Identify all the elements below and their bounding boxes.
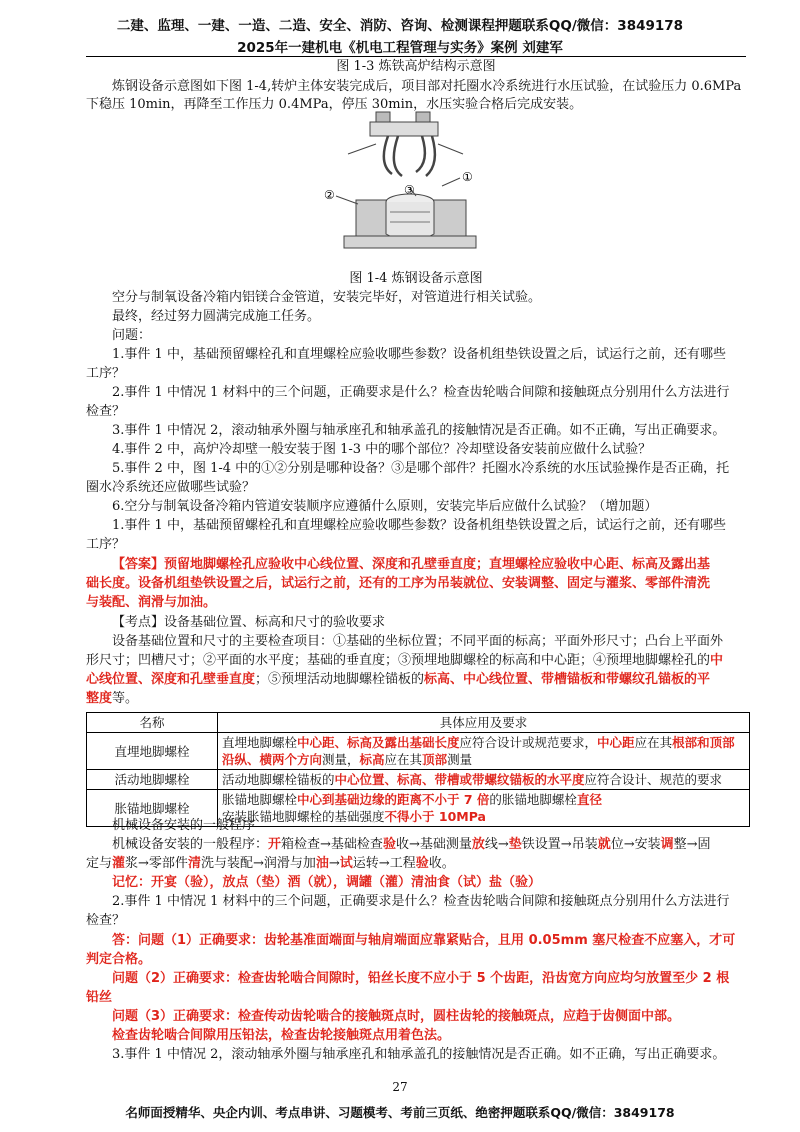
- label-circle-1: ①: [462, 170, 473, 184]
- mnemonic-line: 记忆：开宴（验），放点（垫）酒（就），调罐（灌）清油食（试）盐（验）: [112, 875, 542, 890]
- scenario-paragraph-line: 炼钢设备示意图如下图 1-4,转炉主体安装完成后，项目部对托圈水冷系统进行水压试验，在试验压力 0.6MPa: [112, 79, 742, 94]
- page-number: 27: [392, 1080, 408, 1094]
- row-requirement: 胀锚地脚螺栓中心到基础边缘的距离不小于 7 倍的胀锚地脚螺栓直径 安装胀锚地脚螺栓的基础强度不得小于 10MPa: [218, 790, 750, 827]
- converter-equipment-figure: [318, 104, 478, 264]
- answer-2-line: 问题（2）正确要求：检查齿轮啮合间隙时，铅丝长度不应小于 5 个齿距，沿齿宽方向应均匀放置至少 2 根: [112, 971, 730, 986]
- procedure-line: 机械设备安装的一般程序：开箱检查→基础检查验收→基础测量放线→垫铁设置→吊装就位→安装调整→固: [112, 837, 711, 852]
- question-1-line: 工序？: [86, 366, 126, 381]
- procedure-heading: 机械设备安装的一般程序: [112, 818, 256, 833]
- anchor-bolt-requirements-table: [86, 712, 750, 827]
- answer-2-line: 铅丝: [86, 990, 113, 1005]
- label-circle-3: ③: [404, 183, 415, 197]
- answer-2-line: 问题（3）正确要求：检查传动齿轮啮合的接触斑点时，圆柱齿轮的接触斑点，应趋于齿侧面中部。: [112, 1009, 681, 1024]
- question-1-repeat-line: 1.事件 1 中，基础预留螺栓孔和直埋螺栓应验收哪些参数？设备机组垫铁设置之后，试运行之前，还有哪些: [112, 518, 726, 533]
- questions-heading: 问题：: [112, 328, 152, 343]
- question-2-repeat-line: 检查？: [86, 913, 126, 928]
- table-row: [87, 733, 750, 770]
- answer-2-line: 判定合格。: [86, 952, 152, 967]
- question-4-line: 4.事件 2 中，高炉冷却壁一般安装于图 1-3 中的哪个部位？冷却壁设备安装前应做什么试验？: [112, 442, 652, 457]
- row-requirement: 活动地脚螺栓锚板的中心位置、标高、带槽或带螺纹锚板的水平度应符合设计、规范的要求: [218, 770, 750, 790]
- question-5-line: 5.事件 2 中，图 1-4 中的①②分别是哪种设备？③是哪个部件？托圈水冷系统的水压试验操作是否正确，托: [112, 461, 730, 476]
- row-requirement: 直埋地脚螺栓中心距、标高及露出基础长度应符合设计或规范要求，中心距应在其根部和顶部 沿纵、横两个方向测量，标高应在其顶部测量: [218, 733, 750, 770]
- document-title: 2025年一建机电《机电工程管理与实务》案例 刘建军: [237, 40, 563, 56]
- figure-1-4-caption: 图 1-4 炼钢设备示意图: [349, 271, 483, 286]
- key-point-body-line: 心线位置、深度和孔壁垂直度；⑤预埋活动地脚螺栓锚板的标高、中心线位置、带槽锚板和带螺纹孔锚板的平: [86, 672, 711, 687]
- footer-contact-line: 名师面授精华、央企内训、考点串讲、习题模考、考前三页纸、绝密押题联系QQ/微信：3849178: [125, 1105, 675, 1120]
- answer-1-line: 【答案】预留地脚螺栓孔应验收中心线位置、深度和孔壁垂直度；直埋螺栓应验收中心距、标高及露出基: [112, 557, 711, 572]
- key-point-body-line: 形尺寸；凹槽尺寸；②平面的水平度；基础的垂直度；③预埋地脚螺栓的标高和中心距；④预埋地脚螺栓孔的中: [86, 653, 724, 668]
- question-1-repeat-line: 工序？: [86, 537, 126, 552]
- table-header-requirements: 具体应用及要求: [218, 713, 750, 733]
- scenario-paragraph: 最终，经过努力圆满完成施工任务。: [112, 309, 321, 324]
- scenario-paragraph: 空分与制氧设备冷箱内铝镁合金管道，安装完毕好，对管道进行相关试验。: [112, 290, 542, 305]
- answer-2-line: 检查齿轮啮合间隙用压铅法，检查齿轮接触斑点用着色法。: [112, 1028, 451, 1043]
- question-1-line: 1.事件 1 中，基础预留螺栓孔和直埋螺栓应验收哪些参数？设备机组垫铁设置之后，试运行之前，还有哪些: [112, 347, 726, 362]
- table-header-name: 名称: [87, 713, 218, 733]
- key-point-body-line: 设备基础位置和尺寸的主要检查项目：①基础的坐标位置；不同平面的标高；平面外形尺寸；凸台上平面外: [112, 634, 724, 649]
- question-2-line: 检查？: [86, 404, 126, 419]
- question-3-line: 3.事件 1 中情况 2，滚动轴承外圈与轴承座孔和轴承盖孔的接触情况是否正确。如不正确，写出正确要求。: [112, 423, 726, 438]
- answer-1-line: 与装配、润滑与加油。: [86, 595, 217, 610]
- scenario-paragraph-line: 下稳压 10min，再降至工作压力 0.4MPa，停压 30min，水压实验合格后完成安装。: [86, 97, 583, 112]
- question-3-repeat-line: 3.事件 1 中情况 2，滚动轴承外圈与轴承座孔和轴承盖孔的接触情况是否正确。如不正确，写出正确要求。: [112, 1047, 726, 1062]
- row-name: 直埋地脚螺栓: [87, 733, 218, 770]
- question-6-line: 6.空分与制氧设备冷箱内管道安装顺序应遵循什么原则，安装完毕后应做什么试验？（增加题）: [112, 499, 658, 514]
- key-point-body-line: 整度等。: [86, 691, 139, 706]
- question-2-repeat-line: 2.事件 1 中情况 1 材料中的三个问题，正确要求是什么？检查齿轮啮合间隙和接触斑点分别用什么方法进行: [112, 894, 730, 909]
- table-header-row: [87, 713, 750, 733]
- question-5-line: 圈水冷系统还应做哪些试验？: [86, 480, 256, 495]
- key-point-heading: 【考点】设备基础位置、标高和尺寸的验收要求: [112, 615, 386, 630]
- row-name: 胀锚地脚螺栓: [87, 790, 218, 827]
- procedure-line: 定与灌浆→零部件清洗与装配→润滑与加油→试运转→工程验收。: [86, 856, 455, 871]
- label-circle-2: ②: [324, 188, 335, 202]
- answer-1-line: 础长度。设备机组垫铁设置之后，试运行之前，还有的工序为吊装就位、安装调整、固定与灌浆、零部件清洗: [86, 576, 711, 591]
- header-contact-line: 二建、监理、一建、一造、二造、安全、消防、咨询、检测课程押题联系QQ/微信：3849178: [116, 18, 684, 34]
- question-2-line: 2.事件 1 中情况 1 材料中的三个问题，正确要求是什么？检查齿轮啮合间隙和接触斑点分别用什么方法进行: [112, 385, 730, 400]
- answer-2-line: 答：问题（1）正确要求：齿轮基准面端面与轴肩端面应靠紧贴合，且用 0.05mm 塞尺检查不应塞入，才可: [112, 933, 736, 948]
- figure-1-3-caption: 图 1-3 炼铁高炉结构示意图: [336, 59, 496, 74]
- header-rule: [86, 56, 746, 57]
- row-name: 活动地脚螺栓: [87, 770, 218, 790]
- table-row: [87, 770, 750, 790]
